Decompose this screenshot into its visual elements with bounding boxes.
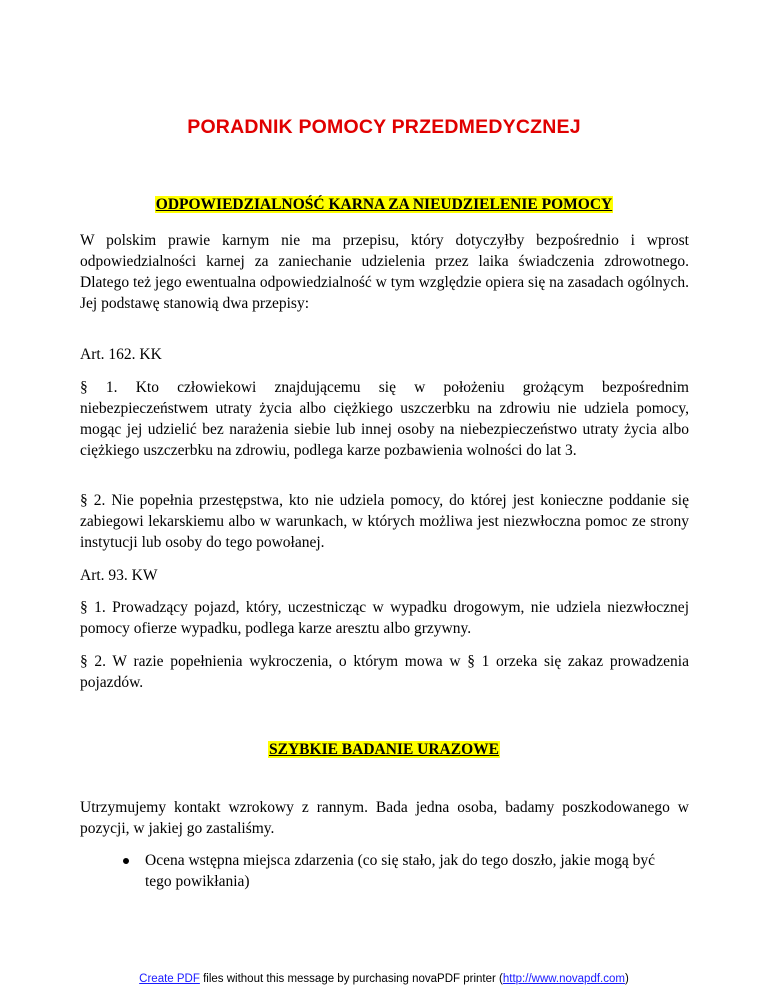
article-162-paragraph-2: § 2. Nie popełnia przestępstwa, kto nie udziela pomocy, do której jest konieczne poddanie się zabiegowi lekarskiemu albo w warunkach, w których możliwa jest niezwłoczna pomoc ze strony instytucji lub osoby do tego powołanej. [80,492,689,551]
pdf-footer [0,973,768,985]
footer-text-end: ) [624,973,629,985]
bullet-icon [123,858,129,864]
article-162-paragraph-1: § 1. Kto człowiekowi znajdującemu się w położeniu grożącym bezpośrednim niebezpieczeństwem utraty życia albo ciężkiego uszczerbku na zdrowiu nie udziela pomocy, mogąc jej udzielić bez narażenia siebie lub innej osoby na niebezpieczeństwo utraty życia albo ciężkiego uszczerbku na zdrowiu, podlega karze pozbawienia wolności do lat 3. [80,379,689,459]
highlighted-heading-text: ODPOWIEDZIALNOŚĆ KARNA ZA NIEUDZIELENIE POMOCY [155,196,613,213]
article-93-paragraph-2: § 2. W razie popełnienia wykroczenia, o którym mowa w § 1 orzeka się zakaz prowadzenia pojazdów. [80,653,689,691]
novapdf-link[interactable]: http://www.novapdf.com [502,973,625,985]
page-title: PORADNIK POMOCY PRZEDMEDYCZNEJ [187,116,581,138]
intro-paragraph: W polskim prawie karnym nie ma przepisu, który dotyczyłby bezpośrednio i wprost odpowiedzialności karnej za zaniechanie udzielenia przez laika świadczenia zdrowotnego. Dlatego też jego ewentualna odpowiedzialność w tym względzie opiera się na zasadach ogólnych. Jej podstawę stanowią dwa przepisy: [80,232,690,312]
list-item [80,850,665,892]
trauma-intro-paragraph: Utrzymujemy kontakt wzrokowy z rannym. Bada jedna osoba, badamy poszkodowanego w pozycji, w jakiej go zastaliśmy. [80,799,689,837]
article-162-title: Art. 162. KK [80,346,162,363]
section-heading-criminal-liability [0,196,768,214]
article-93-title: Art. 93. KW [80,567,158,584]
bullet-list [80,850,689,892]
create-pdf-link[interactable]: Create PDF [139,973,200,985]
list-item-text: Ocena wstępna miejsca zdarzenia (co się stało, jak do tego doszło, jakie mogą być tego powikłania) [145,852,656,890]
article-93-paragraph-1: § 1. Prowadzący pojazd, który, uczestnicząc w wypadku drogowym, nie udziela niezwłocznej pomocy ofierze wypadku, podlega karze aresztu albo grzywny. [80,599,689,637]
footer-text: files without this message by purchasing novaPDF printer ( [199,973,503,985]
highlighted-heading-text: SZYBKIE BADANIE URAZOWE [269,741,499,758]
section-heading-trauma-exam [0,741,768,759]
